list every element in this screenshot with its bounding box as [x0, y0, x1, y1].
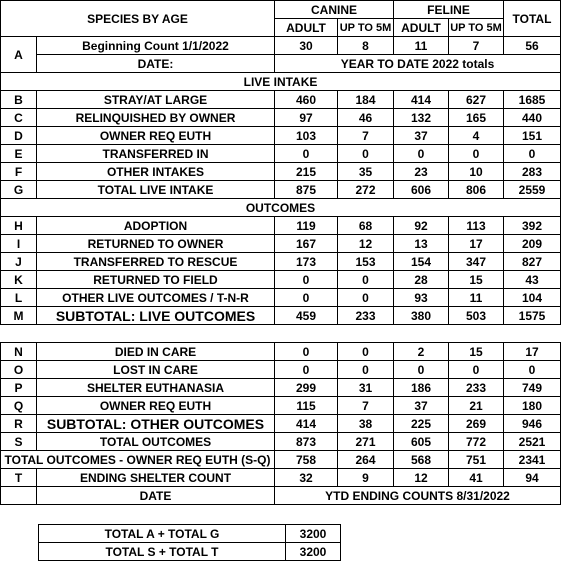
row-label: OTHER INTAKES	[37, 163, 275, 181]
value-cell: 11	[394, 37, 449, 55]
value-cell: 460	[275, 91, 338, 109]
value-cell: 68	[338, 217, 394, 235]
value-cell: 46	[338, 109, 394, 127]
value-cell: 503	[449, 307, 504, 325]
value-cell: 568	[394, 451, 449, 469]
value-cell: 233	[449, 379, 504, 397]
value-cell: 184	[338, 91, 394, 109]
row-label: RETURNED TO OWNER	[37, 235, 275, 253]
value-cell: 215	[275, 163, 338, 181]
value-cell: 271	[338, 433, 394, 451]
intake-rows	[1, 91, 561, 199]
value-cell: 10	[449, 163, 504, 181]
value-cell: 167	[275, 235, 338, 253]
value-cell: 873	[275, 433, 338, 451]
value-cell: 0	[338, 289, 394, 307]
row-label: TRANSFERRED IN	[37, 145, 275, 163]
date-row-a	[1, 55, 561, 73]
value-cell: 32	[275, 469, 338, 487]
date-label: DATE	[37, 487, 275, 505]
row-label: TOTAL LIVE INTAKE	[37, 181, 275, 199]
value-cell: 605	[394, 433, 449, 451]
row-letter: L	[1, 289, 37, 307]
value-cell: 0	[394, 361, 449, 379]
value-cell: 414	[275, 415, 338, 433]
value-cell: 37	[394, 397, 449, 415]
value-cell: 0	[275, 289, 338, 307]
value-cell: 269	[449, 415, 504, 433]
spacer-cell	[275, 325, 338, 343]
value-cell: 92	[394, 217, 449, 235]
value-cell: 209	[504, 235, 561, 253]
row-letter: G	[1, 181, 37, 199]
value-cell: 7	[449, 37, 504, 55]
value-cell: 0	[338, 145, 394, 163]
value-cell: 31	[338, 379, 394, 397]
value-cell: 104	[504, 289, 561, 307]
value-cell: 154	[394, 253, 449, 271]
row-g	[1, 181, 561, 199]
value-cell: 806	[449, 181, 504, 199]
row-label: STRAY/AT LARGE	[37, 91, 275, 109]
row-s	[1, 433, 561, 451]
section-heading: LIVE INTAKE	[1, 73, 561, 91]
row-label: SUBTOTAL: OTHER OUTCOMES	[37, 415, 275, 433]
value-cell: 151	[504, 127, 561, 145]
value-cell: 7	[338, 127, 394, 145]
row-label: LOST IN CARE	[37, 361, 275, 379]
value-cell: 233	[338, 307, 394, 325]
row-label: RELINQUISHED BY OWNER	[37, 109, 275, 127]
value-cell: 1575	[504, 307, 561, 325]
value-cell: 13	[394, 235, 449, 253]
row-label: OWNER REQ EUTH	[37, 127, 275, 145]
row-letter: B	[1, 91, 37, 109]
empty-cell	[1, 487, 37, 505]
value-cell: 751	[449, 451, 504, 469]
value-cell: 35	[338, 163, 394, 181]
value-cell: 15	[449, 343, 504, 361]
row-p	[1, 379, 561, 397]
row-f	[1, 163, 561, 181]
value-cell: 56	[504, 37, 561, 55]
value-cell: 41	[449, 469, 504, 487]
value-cell: 97	[275, 109, 338, 127]
value-cell: 28	[394, 271, 449, 289]
row-q	[1, 397, 561, 415]
row-label: RETURNED TO FIELD	[37, 271, 275, 289]
value-cell: 749	[504, 379, 561, 397]
row-letter: N	[1, 343, 37, 361]
feline-up-to-5m-header: UP TO 5M	[449, 19, 504, 37]
spacer-row	[1, 325, 561, 343]
row-label: ENDING SHELTER COUNT	[37, 469, 275, 487]
row-i	[1, 235, 561, 253]
value-cell: 17	[504, 343, 561, 361]
value-cell: 94	[504, 469, 561, 487]
value-cell: 0	[338, 343, 394, 361]
row-letter: S	[1, 433, 37, 451]
row-letter: R	[1, 415, 37, 433]
canine-adult-header: ADULT	[275, 19, 338, 37]
value-cell: 0	[449, 361, 504, 379]
value-cell: 2559	[504, 181, 561, 199]
row-letter: M	[1, 307, 37, 325]
row-label: TRANSFERRED TO RESCUE	[37, 253, 275, 271]
value-cell: 0	[338, 361, 394, 379]
row-e	[1, 145, 561, 163]
section-heading: OUTCOMES	[1, 199, 561, 217]
row-k	[1, 271, 561, 289]
value-cell: 30	[275, 37, 338, 55]
totals-label: TOTAL S + TOTAL T	[39, 543, 286, 561]
value-cell: 0	[394, 145, 449, 163]
canine-up-to-5m-header: UP TO 5M	[338, 19, 394, 37]
value-cell: 38	[338, 415, 394, 433]
net-outcomes-row	[1, 451, 561, 469]
value-cell: 21	[449, 397, 504, 415]
header-row-1	[1, 1, 561, 19]
row-d	[1, 127, 561, 145]
value-cell: 0	[275, 343, 338, 361]
value-cell: 272	[338, 181, 394, 199]
value-cell: 12	[338, 235, 394, 253]
row-t	[1, 469, 561, 487]
row-letter: P	[1, 379, 37, 397]
row-m	[1, 307, 561, 325]
value-cell: 0	[504, 361, 561, 379]
other-outcome-rows	[1, 343, 561, 451]
species-by-age-header: SPECIES BY AGE	[1, 1, 275, 37]
value-cell: 758	[275, 451, 338, 469]
row-letter: J	[1, 253, 37, 271]
value-cell: 627	[449, 91, 504, 109]
feline-adult-header: ADULT	[394, 19, 449, 37]
value-cell: 115	[275, 397, 338, 415]
spacer-cell	[504, 325, 561, 343]
row-o	[1, 361, 561, 379]
value-cell: 15	[449, 271, 504, 289]
date-label: DATE:	[37, 55, 275, 73]
value-cell: 0	[275, 361, 338, 379]
value-cell: 0	[504, 145, 561, 163]
value-cell: 11	[449, 289, 504, 307]
value-cell: 23	[394, 163, 449, 181]
total-header: TOTAL	[504, 1, 561, 37]
row-letter: E	[1, 145, 37, 163]
value-cell: 7	[338, 397, 394, 415]
value-cell: 946	[504, 415, 561, 433]
row-j	[1, 253, 561, 271]
value-cell: 8	[338, 37, 394, 55]
row-a	[1, 37, 561, 55]
row-label: OTHER LIVE OUTCOMES / T-N-R	[37, 289, 275, 307]
row-label: OWNER REQ EUTH	[37, 397, 275, 415]
totals-value: 3200	[286, 525, 341, 543]
row-letter: T	[1, 469, 37, 487]
value-cell: 875	[275, 181, 338, 199]
value-cell: 1685	[504, 91, 561, 109]
row-letter: D	[1, 127, 37, 145]
value-cell: 153	[338, 253, 394, 271]
value-cell: 459	[275, 307, 338, 325]
row-letter: K	[1, 271, 37, 289]
spacer-cell	[394, 325, 449, 343]
row-label: Beginning Count 1/1/2022	[37, 37, 275, 55]
date-value: YEAR TO DATE 2022 totals	[275, 55, 561, 73]
value-cell: 113	[449, 217, 504, 235]
row-label: SUBTOTAL: LIVE OUTCOMES	[37, 307, 275, 325]
totals-check-table	[38, 524, 341, 561]
row-letter: A	[1, 37, 37, 73]
value-cell: 440	[504, 109, 561, 127]
feline-header: FELINE	[394, 1, 504, 19]
totals-row	[39, 543, 341, 561]
value-cell: 2341	[504, 451, 561, 469]
spacer-cell	[449, 325, 504, 343]
value-cell: 93	[394, 289, 449, 307]
row-label: SHELTER EUTHANASIA	[37, 379, 275, 397]
value-cell: 9	[338, 469, 394, 487]
totals-label: TOTAL A + TOTAL G	[39, 525, 286, 543]
value-cell: 132	[394, 109, 449, 127]
row-label: TOTAL OUTCOMES	[37, 433, 275, 451]
row-r	[1, 415, 561, 433]
canine-header: CANINE	[275, 1, 394, 19]
ending-date-row	[1, 487, 561, 505]
row-letter: F	[1, 163, 37, 181]
value-cell: 0	[275, 271, 338, 289]
value-cell: 380	[394, 307, 449, 325]
value-cell: 0	[275, 145, 338, 163]
spacer-cell	[1, 325, 37, 343]
row-label: TOTAL OUTCOMES - OWNER REQ EUTH (S-Q)	[1, 451, 275, 469]
row-c	[1, 109, 561, 127]
row-label: DIED IN CARE	[37, 343, 275, 361]
value-cell: 2521	[504, 433, 561, 451]
row-l	[1, 289, 561, 307]
row-letter: C	[1, 109, 37, 127]
row-letter: I	[1, 235, 37, 253]
value-cell: 392	[504, 217, 561, 235]
date-value: YTD ENDING COUNTS 8/31/2022	[275, 487, 561, 505]
section-outcomes	[1, 199, 561, 217]
spacer-cell	[338, 325, 394, 343]
value-cell: 414	[394, 91, 449, 109]
value-cell: 347	[449, 253, 504, 271]
totals-value: 3200	[286, 543, 341, 561]
value-cell: 299	[275, 379, 338, 397]
value-cell: 0	[338, 271, 394, 289]
value-cell: 225	[394, 415, 449, 433]
value-cell: 264	[338, 451, 394, 469]
row-n	[1, 343, 561, 361]
row-letter: O	[1, 361, 37, 379]
value-cell: 772	[449, 433, 504, 451]
value-cell: 180	[504, 397, 561, 415]
row-label: ADOPTION	[37, 217, 275, 235]
value-cell: 12	[394, 469, 449, 487]
value-cell: 283	[504, 163, 561, 181]
value-cell: 2	[394, 343, 449, 361]
row-letter: Q	[1, 397, 37, 415]
value-cell: 165	[449, 109, 504, 127]
row-b	[1, 91, 561, 109]
row-letter: H	[1, 217, 37, 235]
value-cell: 4	[449, 127, 504, 145]
value-cell: 606	[394, 181, 449, 199]
row-h	[1, 217, 561, 235]
value-cell: 103	[275, 127, 338, 145]
value-cell: 119	[275, 217, 338, 235]
outcome-rows	[1, 217, 561, 325]
spacer-cell	[37, 325, 275, 343]
totals-row	[39, 525, 341, 543]
value-cell: 43	[504, 271, 561, 289]
value-cell: 17	[449, 235, 504, 253]
value-cell: 173	[275, 253, 338, 271]
value-cell: 37	[394, 127, 449, 145]
section-live-intake	[1, 73, 561, 91]
value-cell: 827	[504, 253, 561, 271]
value-cell: 0	[449, 145, 504, 163]
value-cell: 186	[394, 379, 449, 397]
